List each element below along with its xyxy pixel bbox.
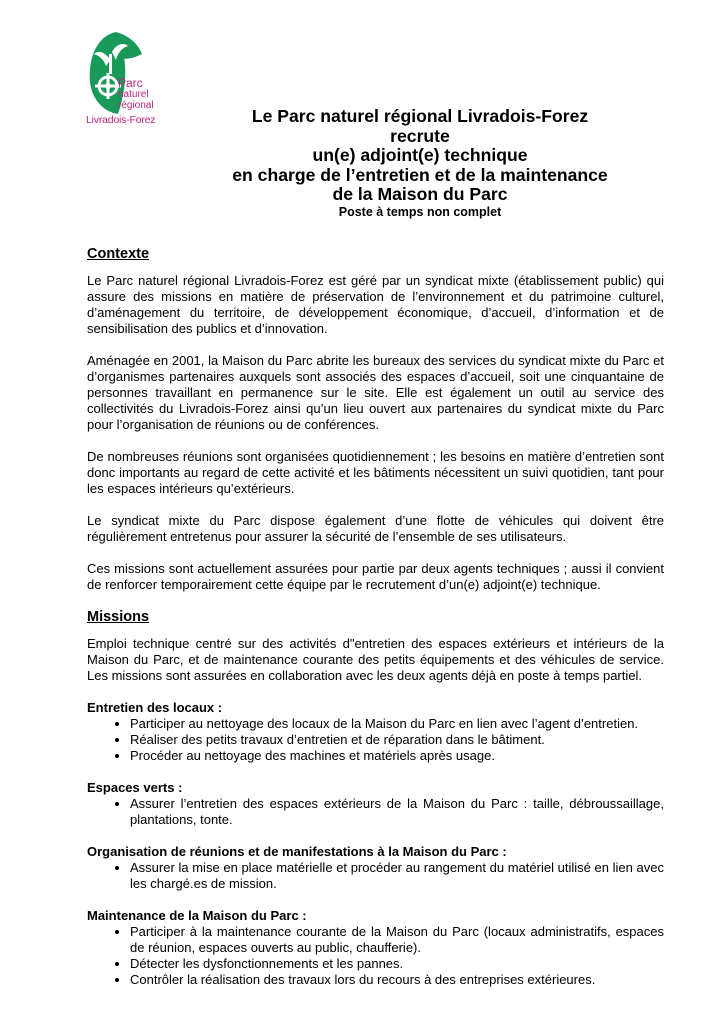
logo-naturel-text: naturel: [118, 89, 149, 100]
contexte-paragraph: Ces missions sont actuellement assurées pour partie par deux agents techniques ; aussi il convient de renforcer temporairement cette équipe par le recrutement d’un(e) adjoint(e) technique.: [87, 561, 664, 592]
list-item: • Procéder au nettoyage des machines et matériels après usage.: [130, 748, 664, 764]
document-title: [170, 107, 670, 220]
missions-list: [87, 796, 664, 828]
missions-list: [87, 716, 664, 764]
title-line: Le Parc naturel régional Livradois-Forez: [251, 106, 589, 126]
list-item: • Participer au nettoyage des locaux de la Maison du Parc en lien avec l’agent d’entretien.: [130, 716, 664, 732]
title-line: en charge de l’entretien et de la maintenance: [232, 164, 608, 185]
list-item: • Réaliser des petits travaux d’entretien et de réparation dans le bâtiment.: [130, 732, 664, 748]
list-item: • Participer à la maintenance courante de la Maison du Parc (locaux administratifs, espaces de réunion, espaces ouverts au public, chaufferie).: [130, 924, 664, 956]
missions-heading: Missions: [87, 609, 150, 625]
list-item: • Assurer la mise en place matérielle et procéder au rangement du matériel utilisé en lien avec les chargé.es de mission.: [130, 860, 664, 892]
logo-regional-text: régional: [118, 100, 154, 111]
missions-intro: Emploi technique centré sur des activités d"entretien des espaces extérieurs et intérieurs de la Maison du Parc, et de maintenance courante des petits équipements et des véhicules de service. Les missions sont assurées en collaboration avec les deux agents déjà en poste à temps partiel.: [87, 636, 664, 683]
missions-group-title: Espaces verts :: [87, 780, 183, 795]
contexte-paragraph: Le syndicat mixte du Parc dispose également d’une flotte de véhicules qui doivent être régulièrement entretenus pour assurer la sécurité de l’ensemble de ses utilisateurs.: [87, 513, 664, 544]
contexte-paragraph: De nombreuses réunions sont organisées quotidiennement ; les besoins en matière d’entretien sont donc importants au regard de cette activité et les bâtiments nécessitent un suivi quotidien, tant pour les espaces intérieurs qu’extérieurs.: [87, 449, 664, 496]
contexte-paragraph: Aménagée en 2001, la Maison du Parc abrite les bureaux des services du syndicat mixte du Parc et d’organismes partenaires auxquels sont associés des espaces d’accueil, soit une cinquantaine de personnes travaillant en permanence sur le site. Elle est également un outil au service des collectivités du Livradois-Forez ainsi qu’un lieu ouvert aux partenaires du syndicat mixte du Parc pour l’organisation de réunions ou de conférences.: [87, 353, 664, 432]
logo-parc-text: Parc: [118, 76, 143, 90]
title-subtitle: Poste à temps non complet: [338, 204, 502, 219]
logo-wordmark: [118, 78, 154, 111]
missions-list: [87, 924, 664, 988]
missions-group-title: Maintenance de la Maison du Parc :: [87, 908, 307, 923]
logo-region-text: Livradois-Forez: [86, 114, 156, 126]
title-line: de la Maison du Parc: [332, 184, 508, 204]
title-line: recrute: [390, 125, 450, 146]
missions-group-title: Organisation de réunions et de manifestations à la Maison du Parc :: [87, 844, 507, 859]
contexte-heading: Contexte: [87, 246, 150, 262]
title-line: un(e) adjoint(e) technique: [312, 145, 528, 165]
list-item: • Contrôler la réalisation des travaux lors du recours à des entreprises extérieures.: [130, 972, 664, 988]
list-item: • Assurer l’entretien des espaces extérieurs de la Maison du Parc : taille, débroussaillage, plantations, tonte.: [130, 796, 664, 828]
document-body: [87, 246, 664, 1004]
missions-list: [87, 860, 664, 892]
contexte-paragraph: Le Parc naturel régional Livradois-Forez est géré par un syndicat mixte (établissement public) qui assure des missions en matière de préservation de l’environnement et du patrimoine culturel, d’aménagement du territoire, de développement économique, d’accueil, d’information et de sensibilisation des publics et d’innovation.: [87, 273, 664, 336]
list-item: • Détecter les dysfonctionnements et les pannes.: [130, 956, 664, 972]
missions-group-title: Entretien des locaux :: [87, 700, 223, 715]
